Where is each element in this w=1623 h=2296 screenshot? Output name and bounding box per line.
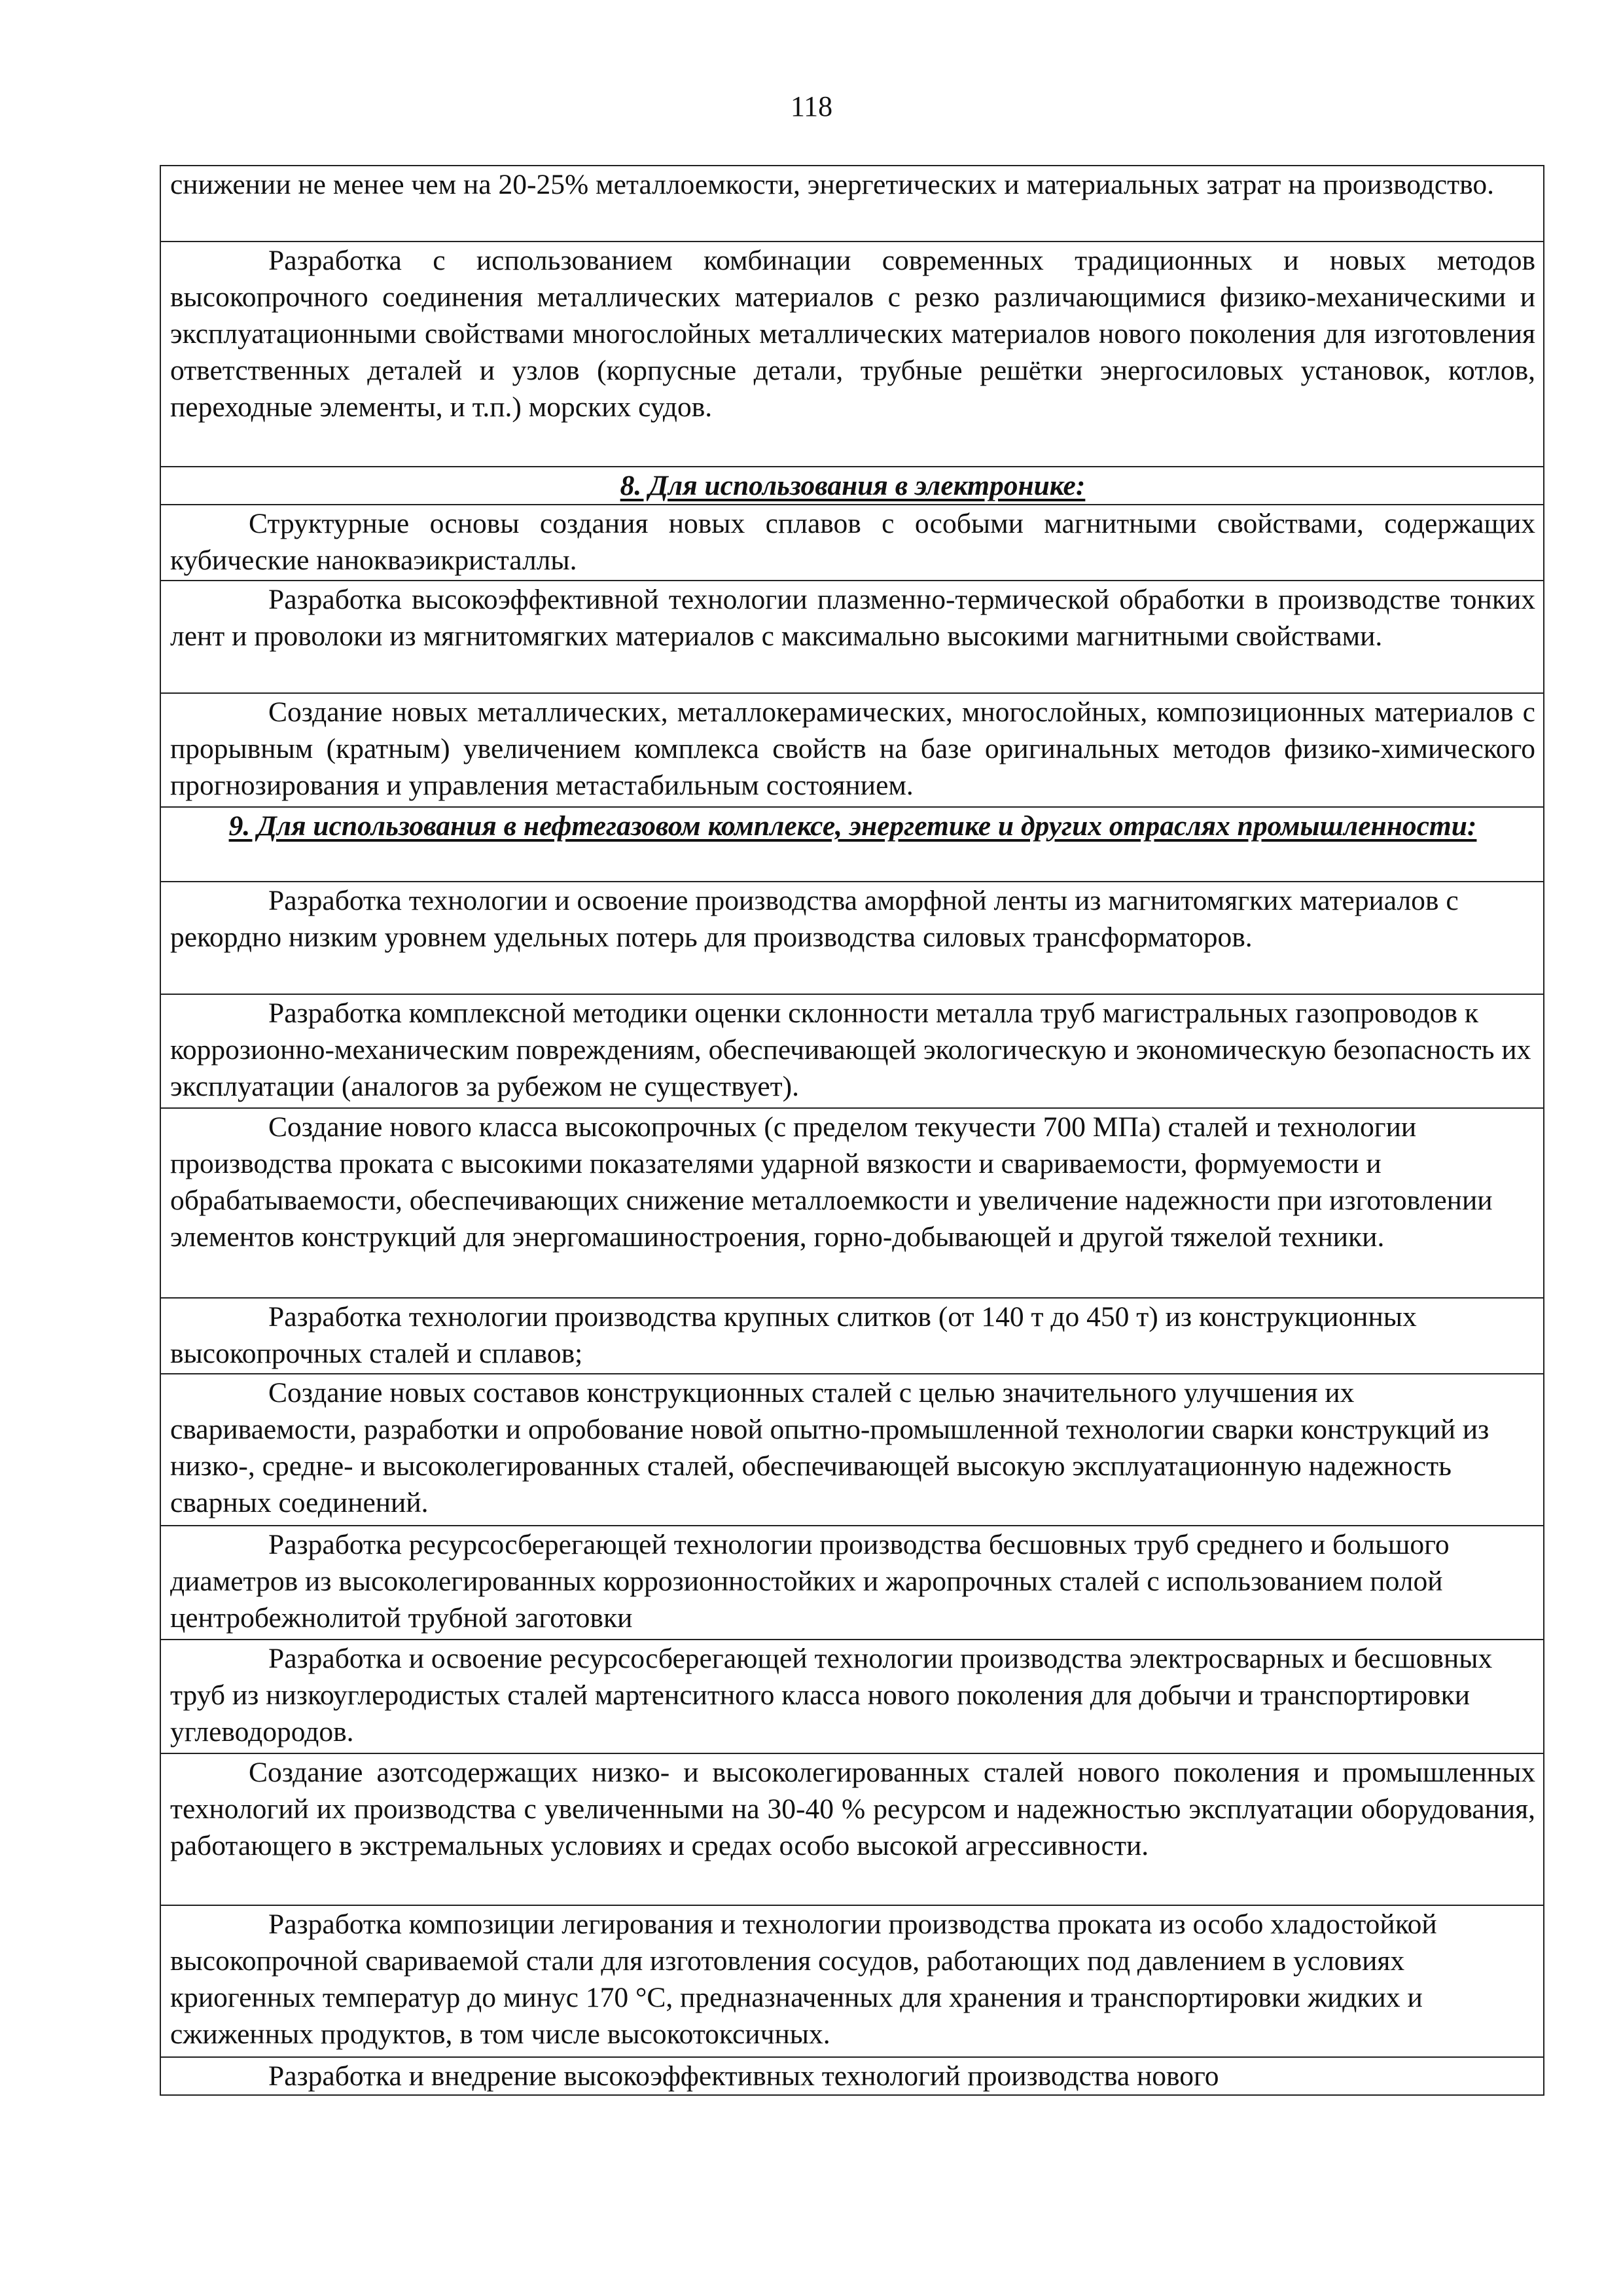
row-text: Создание новых металлических, металлокерамических, многослойных, композиционных материалов с прорывным (кратным) увеличением комплекса свойств на базе оригинальных методов физико-химического прогнозирования и управления метастабильным состоянием. bbox=[160, 693, 1544, 807]
row-text: Разработка комплексной методики оценки склонности металла труб магистральных газопроводов к коррозионно-механическим повреждениям, обеспечивающей экологическую и экономическую безопасность их эксплуатации (аналогов за рубежом не существует). bbox=[160, 994, 1544, 1108]
table-row bbox=[160, 505, 1544, 581]
row-text: Структурные основы создания новых сплавов с особыми магнитными свойствами, содержащих кубические нанокваэикристаллы. bbox=[160, 505, 1544, 581]
row-text: Разработка и освоение ресурсосберегающей технологии производства электросварных и бесшовных труб из низкоуглеродистых сталей мартенситного класса нового поколения для добычи и транспортировки углеводородов. bbox=[160, 1640, 1544, 1753]
row-text: Создание азотсодержащих низко- и высоколегированных сталей нового поколения и промышленных технологий их производства с увеличенными на 30-40 % ресурсом и надежностью эксплуатации оборудования, работающего в экстремальных условиях и средах особо высокой агрессивности. bbox=[160, 1753, 1544, 1905]
table-row bbox=[160, 882, 1544, 994]
row-text: Разработка композиции легирования и технологии производства проката из особо хладостойкой высокопрочной свариваемой стали для изготовления сосудов, работающих под давлением в условиях криогенных температур до минус 170 °С, предназначенных для хранения и транспортировки жидких и сжиженных продуктов, в том числе высокотоксичных. bbox=[160, 1905, 1544, 2057]
row-text: Создание новых составов конструкционных сталей с целью значительного улучшения их свариваемости, разработки и опробование новой опытно-промышленной технологии сварки конструкций из низко-, средне- и высоколегированных сталей, обеспечивающей высокую эксплуатационную надежность сварных соединений. bbox=[160, 1374, 1544, 1526]
row-text: Создание нового класса высокопрочных (с пределом текучести 700 МПа) сталей и технологии производства проката с высокими показателями ударной вязкости и свариваемости, формуемости и обрабатываемости, обеспечивающих снижение металлоемкости и увеличение надежности при изготовлении элементов конструкций для энергомашиностроения, горно-добывающей и другой тяжелой техники. bbox=[160, 1108, 1544, 1298]
row-text: Разработка ресурсосберегающей технологии производства бесшовных труб среднего и большого диаметров из высоколегированных коррозионностойких и жаропрочных сталей с использованием полой центробежнолитой трубной заготовки bbox=[160, 1526, 1544, 1640]
table-row bbox=[160, 242, 1544, 467]
table-row bbox=[160, 166, 1544, 242]
table-row bbox=[160, 994, 1544, 1108]
table-row bbox=[160, 1374, 1544, 1526]
page-number: 118 bbox=[790, 90, 833, 122]
row-text: Разработка технологии и освоение производства аморфной ленты из магнитомягких материалов с рекордно низким уровнем удельных потерь для производства силовых трансформаторов. bbox=[160, 882, 1544, 994]
row-text: Разработка технологии производства крупных слитков (от 140 т до 450 т) из конструкционных высокопрочных сталей и сплавов; bbox=[160, 1298, 1544, 1374]
document-table bbox=[160, 165, 1544, 2096]
table-row bbox=[160, 693, 1544, 807]
table-row bbox=[160, 1905, 1544, 2057]
row-text: снижении не менее чем на 20-25% металлоемкости, энергетических и материальных затрат на производство. bbox=[160, 166, 1544, 242]
section-heading-row bbox=[160, 807, 1544, 882]
table-row bbox=[160, 1640, 1544, 1753]
row-text: Разработка высокоэффективной технологии плазменно-термической обработки в производстве тонких лент и проволоки из мягнитомягких материалов с максимально высокими магнитными свойствами. bbox=[160, 581, 1544, 693]
table-row bbox=[160, 1298, 1544, 1374]
section-heading: 9. Для использования в нефтегазовом комплексе, энергетике и других отраслях промышленности: bbox=[160, 807, 1544, 882]
table-row bbox=[160, 581, 1544, 693]
table-row bbox=[160, 2057, 1544, 2095]
row-text: Разработка и внедрение высокоэффективных технологий производства нового bbox=[160, 2057, 1544, 2095]
table-row bbox=[160, 1753, 1544, 1905]
row-text: Разработка с использованием комбинации современных традиционных и новых методов высокопрочного соединения металлических материалов с резко различающимися физико-механическими и эксплуатационными свойствами многослойных металлических материалов нового поколения для изготовления ответственных деталей и узлов (корпусные детали, трубные решётки энергосиловых установок, котлов, переходные элементы, и т.п.) морских судов. bbox=[160, 242, 1544, 467]
section-heading: 8. Для использования в электронике: bbox=[160, 467, 1544, 505]
table-row bbox=[160, 1108, 1544, 1298]
section-heading-row bbox=[160, 467, 1544, 505]
table-row bbox=[160, 1526, 1544, 1640]
